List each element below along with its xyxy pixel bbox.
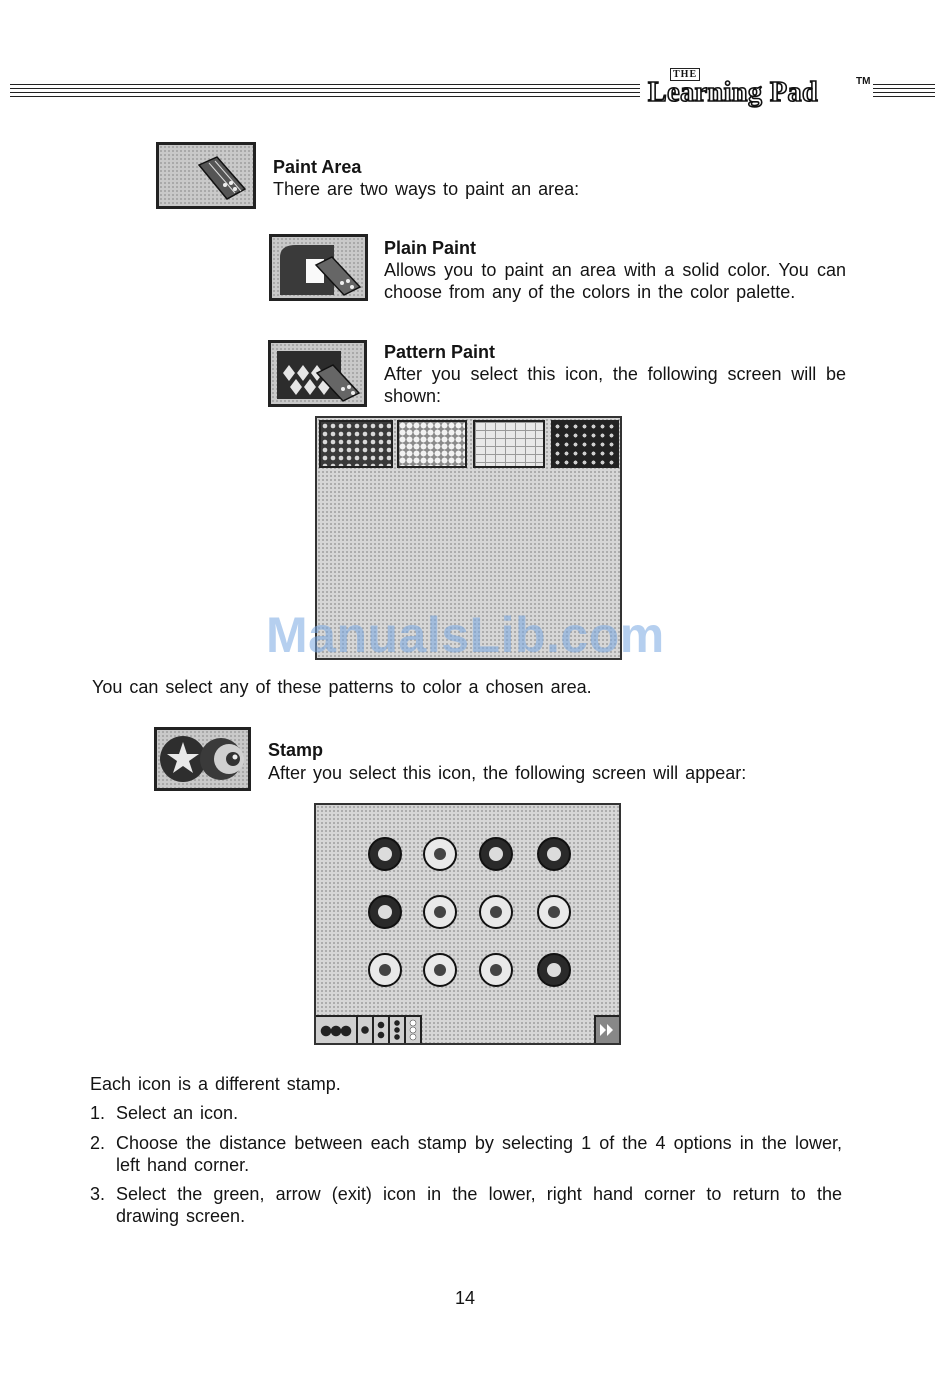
skull-face-stamp-icon[interactable] [480,896,512,928]
spacing-option-1[interactable] [316,1017,358,1043]
paw-stamp-icon[interactable] [424,838,456,870]
apple-stamp-icon[interactable] [369,896,401,928]
watermark: ManualsLib.com [266,607,665,663]
brand-the: THE [670,68,700,81]
stamp-title: Stamp [268,740,324,760]
pattern-swatch-dots[interactable] [319,420,393,468]
brand-name: Learning Pad [648,77,819,108]
pattern-paint-title: Pattern Paint [384,342,496,362]
brand-tm: TM [856,76,871,87]
stamp-text: After you select this icon, the following screen will appear: [268,763,747,783]
stamp-tool-icon [154,727,251,791]
step-1-number: 1. [90,1103,106,1123]
spacing-option-4[interactable] [390,1017,406,1043]
exit-arrow-icon [596,1017,619,1043]
butterfly-stamp-icon[interactable] [480,954,512,986]
page-number: 14 [454,1288,476,1308]
spacing-option-3[interactable] [374,1017,390,1043]
header-rule-left [10,84,640,98]
bird-stamp-icon[interactable] [538,838,570,870]
paint-area-icon [156,142,256,209]
step-2-number: 2. [90,1133,106,1153]
paint-area-title: Paint Area [273,157,362,177]
plain-paint-icon [269,234,368,301]
pattern-paint-icon [268,340,367,407]
fish-stamp-icon[interactable] [538,954,570,986]
step-1-text: Select an icon. [116,1103,239,1123]
spacing-option-5[interactable] [406,1017,420,1043]
pattern-note: You can select any of these patterns to color a chosen area. [92,677,592,697]
lips-stamp-icon[interactable] [480,838,512,870]
plain-paint-text: Allows you to paint an area with a solid color. You can choose from any of the colors in the color palette. [384,260,846,302]
clock-stamp-icon[interactable] [424,954,456,986]
stamp-screen [314,803,621,1045]
exit-arrow-button[interactable] [594,1015,619,1043]
star-stamp-icon[interactable] [369,838,401,870]
pattern-paint-text: After you select this icon, the following screen will be shown: [384,364,846,406]
house-stamp-icon[interactable] [538,896,570,928]
stamp-grid [316,805,619,1043]
step-3-text: Select the green, arrow (exit) icon in the lower, right hand corner to return to the drawing screen. [116,1184,842,1226]
step-3-number: 3. [90,1184,106,1204]
stamp-note: Each icon is a different stamp. [90,1074,341,1094]
brand-logo [648,68,871,108]
pattern-swatch-bricks[interactable] [473,420,545,468]
spacing-option-2[interactable] [358,1017,374,1043]
plain-paint-title: Plain Paint [384,238,477,258]
bug-stamp-icon[interactable] [424,896,456,928]
spacing-options [316,1015,422,1043]
pattern-swatch-diamonds[interactable] [397,420,467,468]
car-stamp-icon[interactable] [369,954,401,986]
step-2-text: Choose the distance between each stamp by selecting 1 of the 4 options in the lower, left hand corner. [116,1133,842,1175]
header-rule-right [873,84,935,98]
paint-area-text: There are two ways to paint an area: [273,179,580,199]
pattern-swatch-flowers[interactable] [551,420,619,468]
